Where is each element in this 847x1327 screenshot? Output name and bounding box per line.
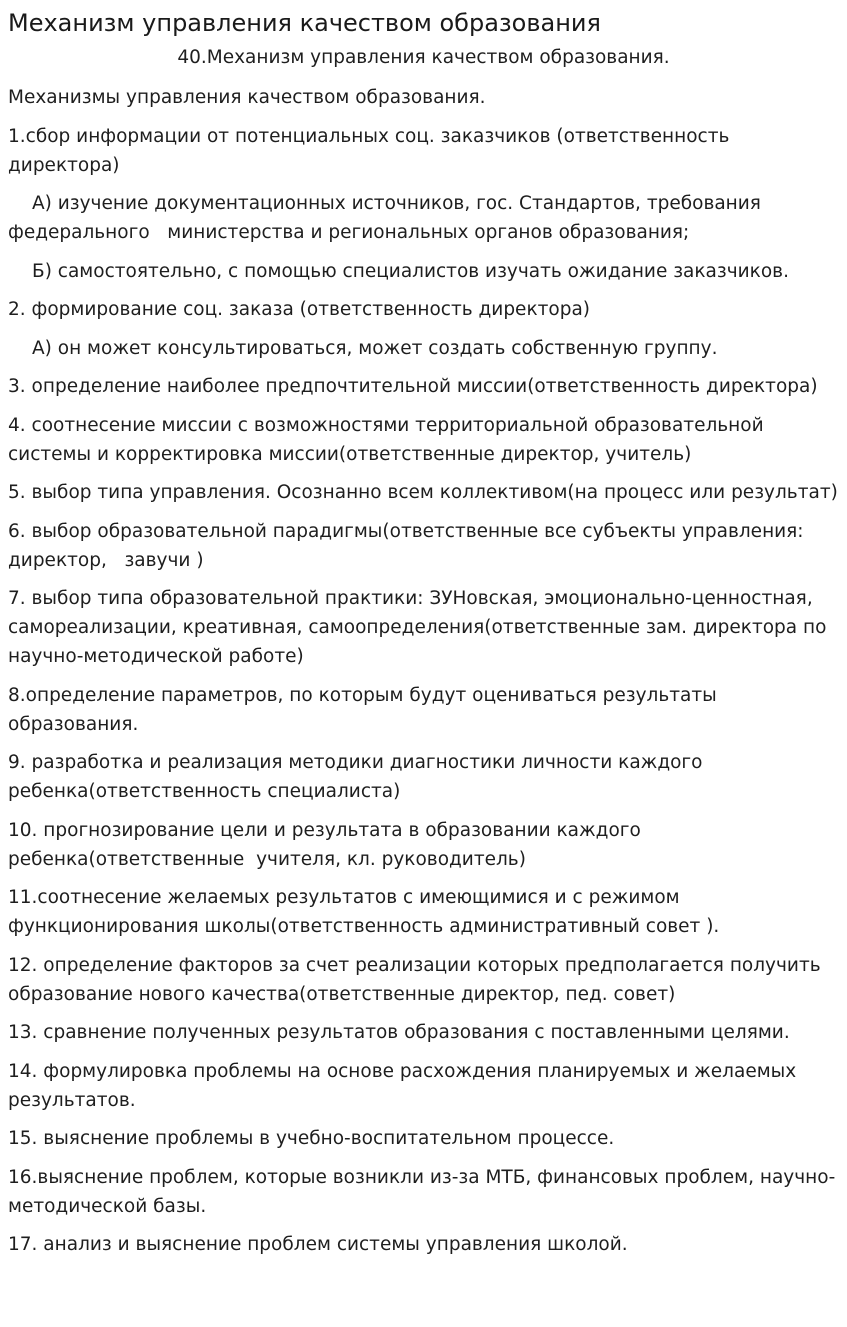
body-paragraph: 16.выяснение проблем, которые возникли из-за МТБ, финансовых проблем, научно-методической базы. <box>8 1166 836 1217</box>
body-paragraph: А) изучение документационных источников, гос. Стандартов, требования федерального министерства и региональных органов образования; <box>8 193 767 243</box>
body-paragraph: Механизмы управления качеством образования. <box>8 87 486 108</box>
page-title: Механизм управления качеством образования <box>8 9 601 37</box>
body-paragraph: 17. анализ и выяснение проблем системы управления школой. <box>8 1234 628 1255</box>
body-paragraph: А) он может консультироваться, может создать собственную группу. <box>32 337 718 359</box>
body-paragraph: 15. выяснение проблемы в учебно-воспитательном процессе. <box>8 1128 615 1149</box>
body-paragraph: 4. соотнесение миссии с возможностями территориальной образовательной системы и корректировка миссии(ответственные директор, учитель) <box>8 414 770 465</box>
body-paragraph: 12. определение факторов за счет реализации которых предполагается получить образование нового качества(ответственные директор, пед. совет) <box>8 954 827 1005</box>
body-paragraph: 10. прогнозирование цели и результата в образовании каждого ребенка(ответственные учителя, кл. руководитель) <box>8 819 647 870</box>
body-paragraph: 9. разработка и реализация методики диагностики личности каждого ребенка(ответственность специалиста) <box>8 752 709 802</box>
body-paragraph: 14. формулировка проблемы на основе расхождения планируемых и желаемых результатов. <box>8 1060 803 1111</box>
body-paragraph: 6. выбор образовательной парадигмы(ответственные все субъекты управления: директор, завучи ) <box>8 520 810 571</box>
body-paragraph: 2. формирование соц. заказа (ответственность директора) <box>8 299 591 320</box>
body-paragraph: 5. выбор типа управления. Осознанно всем коллективом(на процесс или результат) <box>8 482 838 503</box>
body-paragraph: 1.сбор информации от потенциальных соц. заказчиков (ответственность директора) <box>8 125 736 176</box>
body-paragraph: 11.соотнесение желаемых результатов с имеющимися и с режимом функционирования школы(ответственность административный совет ). <box>8 887 720 937</box>
body-paragraph: 8.определение параметров, по которым будут оцениваться результаты образования. <box>8 684 723 735</box>
body-paragraph: 3. определение наиболее предпочтительной миссии(ответственность директора) <box>8 376 818 397</box>
body-paragraph: Б) самостоятельно, с помощью специалистов изучать ожидание заказчиков. <box>32 260 789 282</box>
body-paragraph: 13. сравнение полученных результатов образования с поставленными целями. <box>8 1022 790 1043</box>
document-subtitle: 40.Механизм управления качеством образования. <box>177 47 670 68</box>
document-body <box>8 83 839 1259</box>
body-paragraph: 7. выбор типа образовательной практики: ЗУНовская, эмоционально-ценностная, самореализации, креативная, самоопределения(ответственные зам. директора по научно-методической работе) <box>8 588 833 667</box>
